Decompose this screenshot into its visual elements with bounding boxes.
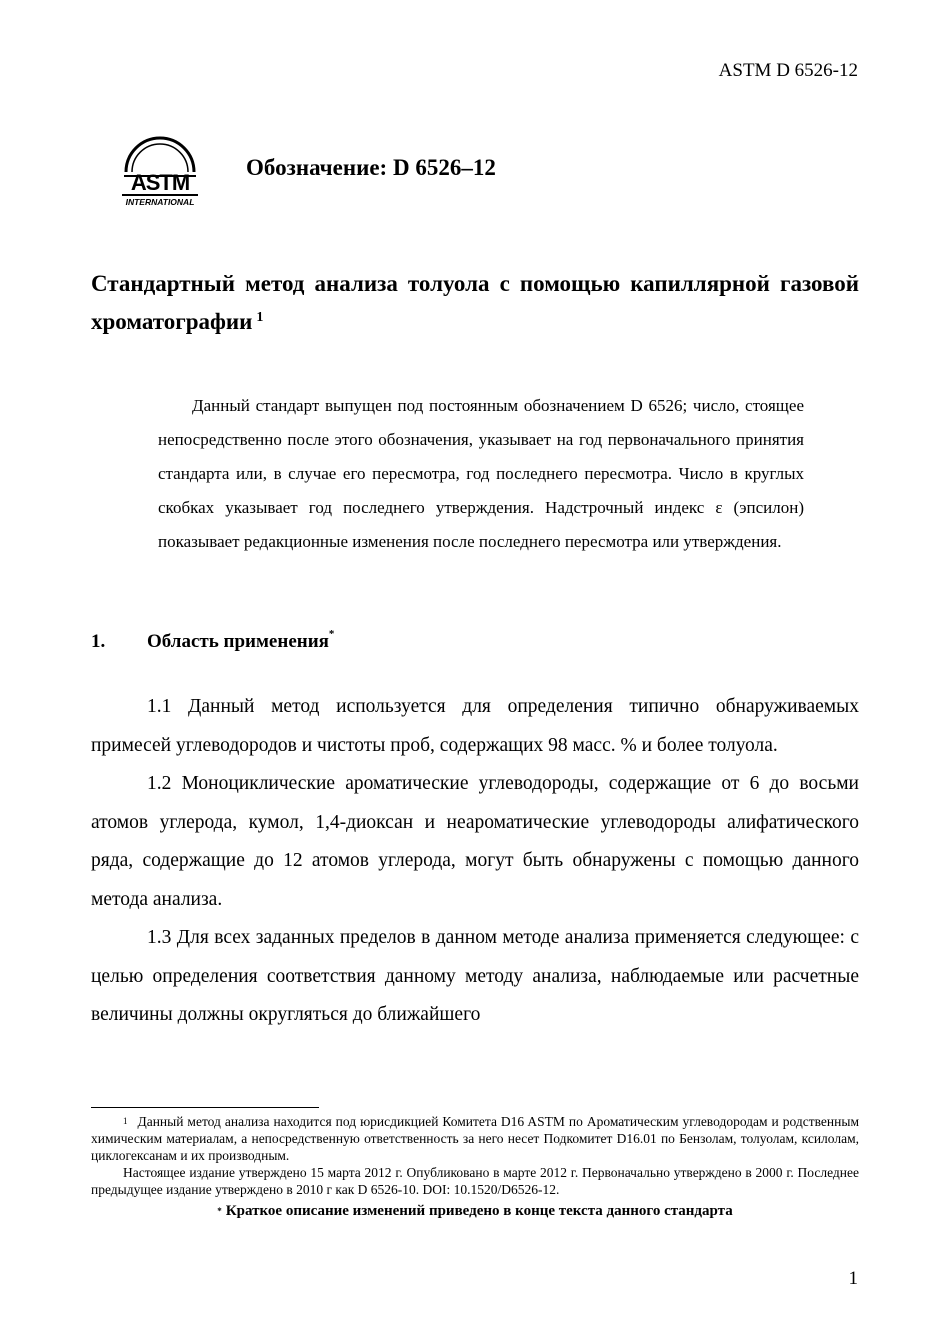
footnote-separator — [91, 1107, 319, 1108]
footnote-star-text: Краткое описание изменений приведено в конце текста данного стандарта — [225, 1203, 733, 1219]
footnote-star — [91, 1201, 859, 1221]
footnotes — [91, 1113, 859, 1221]
paragraph-1-1: 1.1 Данный метод используется для определения типично обнаруживаемых примесей углеводородов и чистоты проб, содержащих 98 масс. % и более толуола. — [91, 696, 859, 756]
document-title — [91, 265, 859, 341]
title-footnote-ref: 1 — [256, 310, 264, 325]
logo-caption: INTERNATIONAL — [125, 197, 195, 207]
document-code: ASTM D 6526-12 — [718, 60, 858, 81]
section-heading-mark: * — [328, 628, 335, 640]
section-title: Область применения — [147, 631, 329, 652]
footnote-1-mark: 1 — [123, 1116, 128, 1126]
footnote-1-edition: Настоящее издание утверждено 15 марта 2012 г. Опубликовано в марте 2012 г. Первоначально утверждено в 2000 г. Последнее предыдущее издание утверждено в 2010 г как D 6526-10. DOI: 10.1520/D6526-12. — [91, 1165, 859, 1197]
logo-letters: ASTM — [130, 170, 190, 195]
preamble-note: Данный стандарт выпущен под постоянным обозначением D 6526; число, стоящее непосредственно после этого обозначения, указывает на год первоначального принятия стандарта или, в случае его пересмотра, год последнего пересмотра. Число в круглых скобках указывает год последнего утверждения. Надстрочный индекс ε (эпсилон) показывает редакционные изменения после последнего пересмотра или утверждения. — [158, 396, 804, 551]
astm-logo-emblem — [122, 138, 198, 207]
designation-heading: Обозначение: D 6526–12 — [246, 155, 496, 180]
section-1-body — [91, 688, 859, 1035]
footnote-star-mark: * — [217, 1206, 222, 1216]
footnote-1-text: Данный метод анализа находится под юрисдикцией Комитета D16 ASTM по Ароматическим углеводородам и родственным химическим материалам, а непосредственную ответственность за него несет Подкомитет D16.01 по Бензолам, толуолам, ксилолам, циклогексанам и их производным. — [91, 1114, 859, 1163]
astm-logo — [118, 132, 202, 208]
section-number: 1. — [91, 631, 106, 652]
page-number: 1 — [848, 1268, 858, 1289]
paragraph-1-3: 1.3 Для всех заданных пределов в данном методе анализа применяется следующее: с целью определения соответствия данному методу анализа, наблюдаемые или расчетные величины должны округляться до ближайшего — [91, 927, 859, 1025]
section-1-heading — [91, 628, 335, 653]
title-text: Стандартный метод анализа толуола с помощью капиллярной газовой хроматографии — [91, 271, 859, 334]
paragraph-1-2: 1.2 Моноциклические ароматические углеводороды, содержащие от 6 до восьми атомов углерода, кумол, 1,4-диоксан и неароматические углеводороды алифатического ряда, содержащие до 12 атомов углерода, могут быть обнаружены с помощью данного метода анализа. — [91, 773, 859, 910]
footnote-1 — [91, 1113, 859, 1164]
